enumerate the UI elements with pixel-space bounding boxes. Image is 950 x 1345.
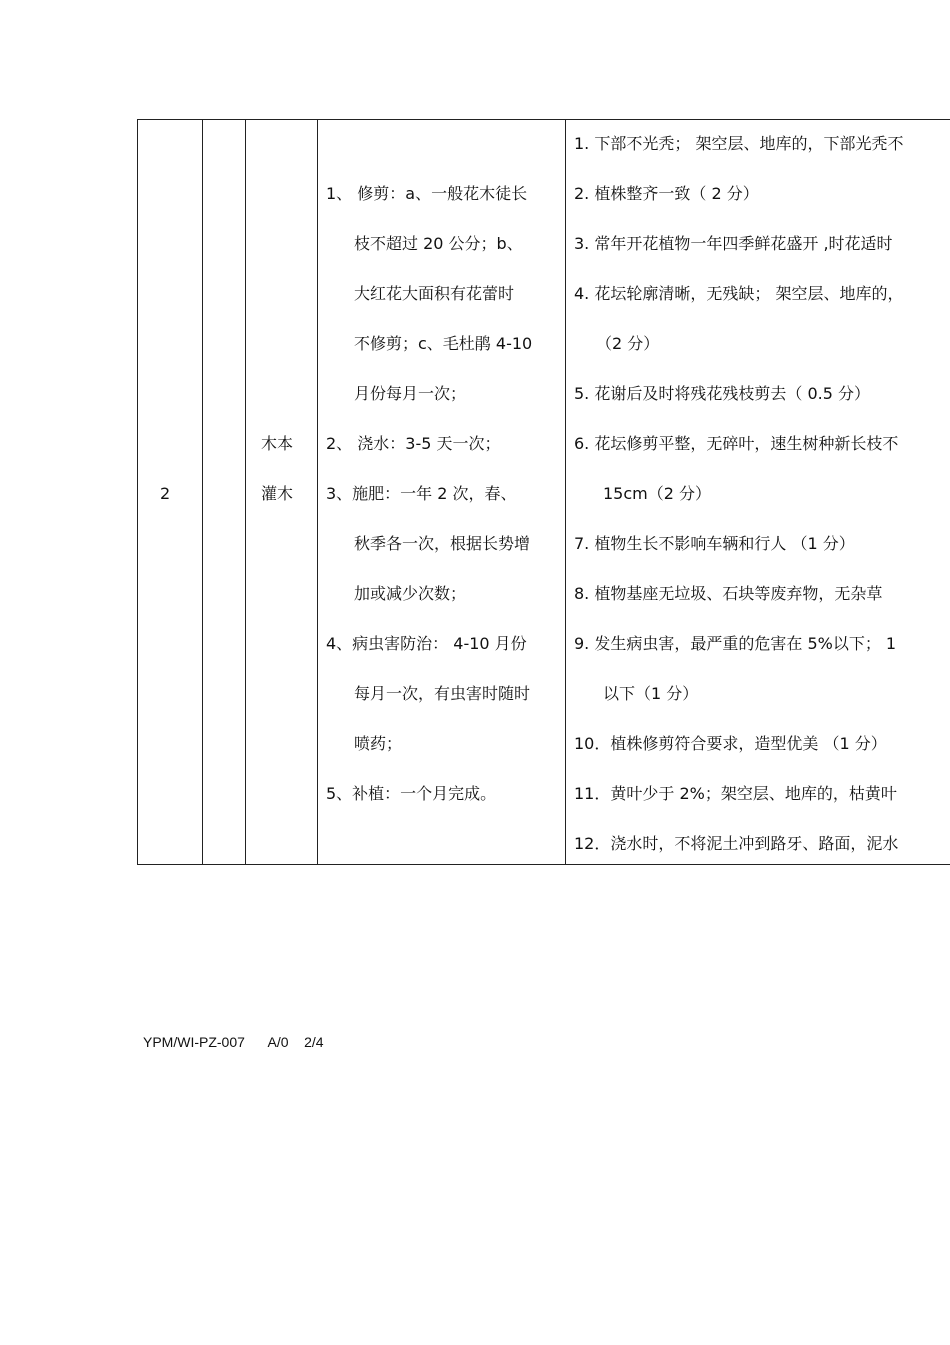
column-divider: [202, 119, 203, 865]
requirement-line: 1、 修剪：a、一般花木徒长: [326, 184, 528, 203]
footer-page-number: 2/4: [304, 1034, 324, 1050]
standard-line: 2. 植株整齐一致（ 2 分）: [574, 184, 759, 203]
requirement-line: 4、病虫害防治： 4-10 月份: [326, 634, 527, 653]
standard-line: 1. 下部不光秃； 架空层、地库的，下部光秃不: [574, 134, 904, 153]
standard-line: 6. 花坛修剪平整，无碎叶，速生树种新长枝不: [574, 434, 899, 453]
footer-version: A/0: [267, 1034, 289, 1050]
requirement-line: 月份每月一次；: [354, 384, 467, 403]
standard-line: 7. 植物生长不影响车辆和行人 （1 分）: [574, 534, 855, 553]
standard-line: 以下（1 分）: [603, 684, 699, 703]
standard-line: 4. 花坛轮廓清晰，无残缺； 架空层、地库的，: [574, 284, 904, 303]
requirement-line: 秋季各一次，根据长势增: [354, 534, 531, 553]
standard-line: 9. 发生病虫害，最严重的危害在 5%以下； 1: [574, 634, 897, 653]
standard-line: 8. 植物基座无垃圾、石块等废弃物，无杂草: [574, 584, 883, 603]
category-line-2: 灌木: [261, 484, 294, 503]
category-line-1: 木本: [261, 434, 294, 453]
requirement-line: 5、补植：一个月完成。: [326, 784, 497, 803]
column-divider: [245, 119, 246, 865]
requirement-line: 不修剪；c、毛杜鹃 4-10: [354, 334, 533, 353]
footer-doc-code: YPM/WI-PZ-007: [143, 1034, 245, 1050]
standard-line: 15cm（2 分）: [603, 484, 712, 503]
standard-line: （2 分）: [596, 334, 660, 353]
row-index: 2: [160, 484, 171, 503]
document-footer: [143, 1033, 324, 1051]
requirement-line: 加或减少次数；: [354, 584, 467, 603]
standard-line: 5. 花谢后及时将残花残枝剪去（ 0.5 分）: [574, 384, 870, 403]
column-divider: [317, 119, 318, 865]
standard-line: 12．浇水时，不将泥土冲到路牙、路面，泥水: [574, 834, 899, 853]
requirement-line: 2、 浇水：3-5 天一次；: [326, 434, 501, 453]
requirement-line: 每月一次，有虫害时随时: [354, 684, 531, 703]
table-left-border: [137, 119, 138, 865]
requirement-line: 大红花大面积有花蕾时: [354, 284, 515, 303]
requirement-line: 3、施肥：一年 2 次，春、: [326, 484, 517, 503]
requirement-line: 枝不超过 20 公分；b、: [354, 234, 523, 253]
requirement-line: 喷药；: [354, 734, 403, 753]
standard-line: 10．植株修剪符合要求，造型优美 （1 分）: [574, 734, 887, 753]
standards-cell: [566, 120, 950, 865]
standard-line: 3. 常年开花植物一年四季鲜花盛开 ,时花适时: [574, 234, 893, 253]
standard-line: 11．黄叶少于 2%；架空层、地库的，枯黄叶: [574, 784, 897, 803]
